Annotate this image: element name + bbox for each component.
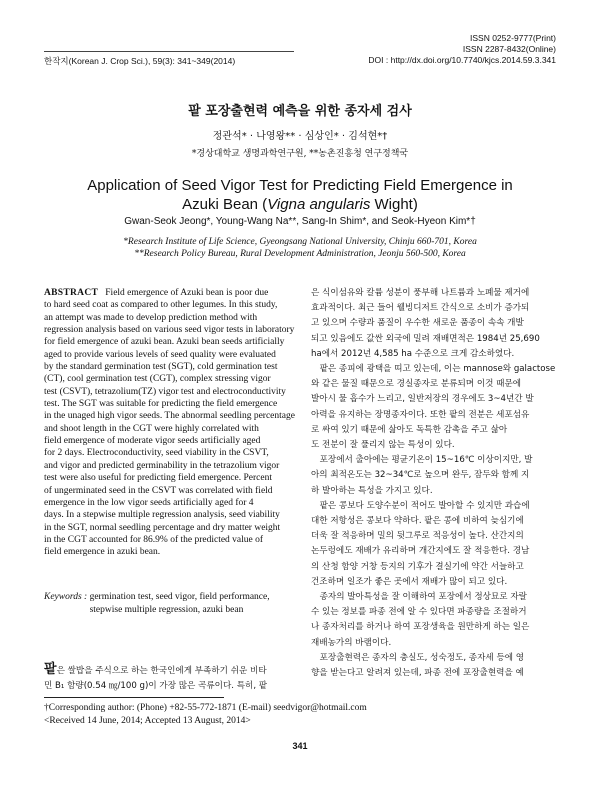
abstract-line: test were also useful for predicting field emergence. Percent: [44, 473, 272, 484]
text-line: 고 있으며 수량과 품질이 우수한 새로운 품종이 속속 개발: [311, 318, 524, 329]
affiliation-english: [0, 236, 600, 260]
text-line: 도 전분이 잘 풀리지 않는 특성이 있다.: [311, 440, 455, 451]
abstract-line: field emergence of moderate vigor seeds artificially aged: [44, 436, 261, 447]
abstract-line: days. In a stepwise multiple regression analysis, seed viability: [44, 510, 280, 521]
text-line: 팥은 종피에 광택을 띠고 있는데, 이는 mannose와 galactose: [319, 364, 556, 375]
title-part: Azuki Bean (: [182, 196, 268, 213]
keywords-label: Keywords :: [44, 592, 88, 602]
intro-text: 은 쌀밥을 주식으로 하는 한국인에게 부족하기 쉬운 비타: [56, 666, 267, 676]
abstract-line: and shoot length in the CGT were highly correlated with: [44, 423, 259, 434]
corresponding-author: †Corresponding author: (Phone) +82-55-772-1871 (E-mail) seedvigor@hotmail.com: [44, 703, 367, 713]
abstract-line: in the SGT, normal seedling percentage and dry matter weight: [44, 522, 281, 533]
abstract-line: regression analysis based on various seed vigor tests in laboratory: [44, 325, 295, 336]
paragraph: [311, 651, 563, 681]
journal-citation: 한작지(Korean J. Crop Sci.), 59(3): 341~349(2014): [44, 51, 294, 67]
text-line: 하 발아하는 특성을 가지고 있다.: [311, 485, 433, 496]
text-line: 팥은 콩보다 도양수분이 적어도 발아할 수 있지만 과습에: [319, 500, 530, 511]
text-line: 의 산청 함양 거창 등지의 기후가 결실기에 약간 서늘하고: [311, 561, 524, 572]
title-english-line1: Application of Seed Vigor Test for Predicting Field Emergence in: [87, 177, 513, 194]
abstract-line: for 2 days. Electroconductivity, seed viability in the CSVT,: [44, 448, 269, 459]
abstract-line: to hard seed coat as compared to other legumes. In this study,: [44, 300, 278, 311]
text-line: 와 같은 물질 때문으로 경실종자로 분류되며 이것 때문에: [311, 379, 522, 390]
page-number: 341: [292, 741, 308, 751]
text-line: 효과적이다. 최근 들어 웰빙디저트 간식으로 소비가 증가되: [311, 303, 530, 314]
abstract-line: for field emergence of azuki bean. Azuki bean seeds artificially: [44, 337, 285, 348]
text-line: 로 싸여 있기 때문에 삶아도 독특한 감촉을 주고 삶아: [311, 424, 508, 435]
intro-right-column: [311, 286, 563, 681]
issn-print: ISSN 0252-9777(Print): [470, 33, 556, 43]
text-line: 종자의 발아특성을 잘 이해하여 포장에서 정상묘로 자랄: [319, 592, 527, 603]
abstract-line: test. The SGT was suitable for predicting the field emergence: [44, 399, 278, 410]
doi-link[interactable]: DOI : http://dx.doi.org/10.7740/kjcs.2014.59.3.341: [368, 55, 556, 65]
affiliation-line: *Research Institute of Life Science, Gyeongsang National University, Chinju 660-701, Korea: [123, 237, 477, 247]
text-line: 아력을 유지하는 장명종자이다. 또한 팥의 전분은 세포섬유: [311, 409, 530, 420]
intro-line: 민 B₁ 함량(0.54 ㎎/100 g)이 가장 많은 곡류이다. 특히, 팥: [44, 681, 268, 691]
authors-english: Gwan-Seok Jeong*, Young-Wang Na**, Sang-In Shim*, and Seok-Hyeon Kim*†: [124, 216, 476, 227]
intro-left-column: [44, 662, 300, 694]
abstract-line: of ungerminated seed in the CSVT was correlated with field: [44, 485, 273, 496]
text-line: 포장출현력은 종자의 충실도, 성숙정도, 종자세 등에 영: [319, 652, 525, 663]
affiliation-korean: *경상대학교 생명과학연구원, **농촌진흥청 연구정책국: [191, 149, 409, 159]
abstract-label: ABSTRACT: [44, 288, 99, 298]
affiliation-line: **Research Policy Bureau, Rural Development Administration, Jeonju 560-500, Korea: [134, 249, 466, 259]
keywords: [44, 591, 300, 617]
text-line: 포장에서 출아에는 평균기온이 15~16℃ 이상이지만, 발: [319, 455, 533, 466]
paragraph: [311, 590, 563, 651]
paragraph: [311, 453, 563, 499]
text-line: 대한 저항성은 콩보다 약하다. 팥은 콩에 비하여 늦심기에: [311, 516, 524, 527]
text-line: 되고 있음에도 값싼 외국에 밀려 재배면적은 1984년 25,690: [311, 333, 540, 344]
abstract-line: an attempt was made to develop prediction method with: [44, 312, 258, 323]
abstract-line: and vigor and predicted germinability in the tetrazolium vigor: [44, 460, 280, 471]
intro-line: [44, 662, 300, 679]
drop-initial: 팥: [44, 662, 57, 677]
text-line: 논두렁에도 재배가 유리하며 개간지에도 잘 적응한다. 경남: [311, 546, 530, 557]
text-line: 은 식이섬유와 칼륨 성분이 풍부해 나트륨과 노폐물 제거에: [311, 288, 530, 298]
abstract-line: field emergence in azuki bean.: [44, 547, 161, 558]
authors-korean: 정관석* · 나영왕** · 심상인* · 김석현*†: [212, 131, 388, 142]
issn-doi-block: [368, 33, 556, 66]
species-name: Vigna angularis: [267, 196, 371, 213]
paragraph: [311, 499, 563, 590]
text-line: 건조하며 일조가 좋은 곳에서 재배가 많이 되고 있다.: [311, 576, 508, 587]
received-dates: <Received 14 June, 2014; Accepted 13 August, 2014>: [44, 716, 251, 726]
abstract-text: Field emergence of Azuki bean is poor due: [105, 288, 269, 298]
abstract-line: in the unaged high vigor seeds. The abnormal seedling percentage: [44, 411, 295, 422]
abstract-line: by the standard germination test (SGT), cold germination test: [44, 362, 278, 373]
abstract: [44, 287, 300, 559]
title-part: Wight): [370, 196, 418, 213]
keywords-line: stepwise multiple regression, azuki bean: [89, 605, 244, 615]
paragraph: [311, 286, 563, 362]
text-line: 수 있는 정보를 파종 전에 알 수 있다면 파종량을 조절하거: [311, 607, 527, 618]
abstract-line: [44, 287, 300, 299]
text-line: 향을 받는다고 알려져 있는데, 파종 전에 포장출현력을 예: [311, 668, 524, 679]
abstract-line: (CT), cool germination test (CGT), complex stressing vigor: [44, 374, 271, 385]
abstract-line: in the CGT accounted for 86.9% of the predicted value of: [44, 534, 264, 545]
text-line: ha에서 2012년 4,585 ha 수준으로 크게 감소하였다.: [311, 348, 515, 359]
keywords-values: [90, 591, 270, 617]
footnote: [44, 702, 564, 728]
text-line: 재배농가의 바램이다.: [311, 637, 392, 648]
footnote-divider: [44, 697, 224, 698]
text-line: 나 종자처리를 하거나 하여 포장생육을 원만하게 하는 일은: [311, 622, 530, 633]
keywords-line: germination test, seed vigor, field performance,: [89, 592, 270, 602]
text-line: 아의 최적온도는 32~34℃로 높으며 완두, 잠두와 함께 지: [311, 470, 530, 481]
abstract-line: aged to provide various levels of seed quality were evaluated: [44, 349, 276, 360]
paragraph: [311, 362, 563, 453]
abstract-line: emergence in the low vigor seeds artificially aged for 4: [44, 497, 254, 508]
issn-online: ISSN 2287-8432(Online): [462, 44, 556, 54]
title-korean: 팥 포장출현력 예측을 위한 종자세 검사: [188, 104, 412, 119]
text-line: 발아시 물 흡수가 느리고, 일반저장의 경우에도 3~4년간 발: [311, 394, 534, 405]
title-english-line2: [0, 195, 600, 214]
abstract-line: test (CSVT), tetrazolium(TZ) vigor test and electroconductivity: [44, 386, 286, 397]
title-english: [0, 176, 600, 214]
text-line: 더욱 잘 적응하며 밀의 뒷그루로 적응성이 높다. 산간지의: [311, 531, 524, 542]
